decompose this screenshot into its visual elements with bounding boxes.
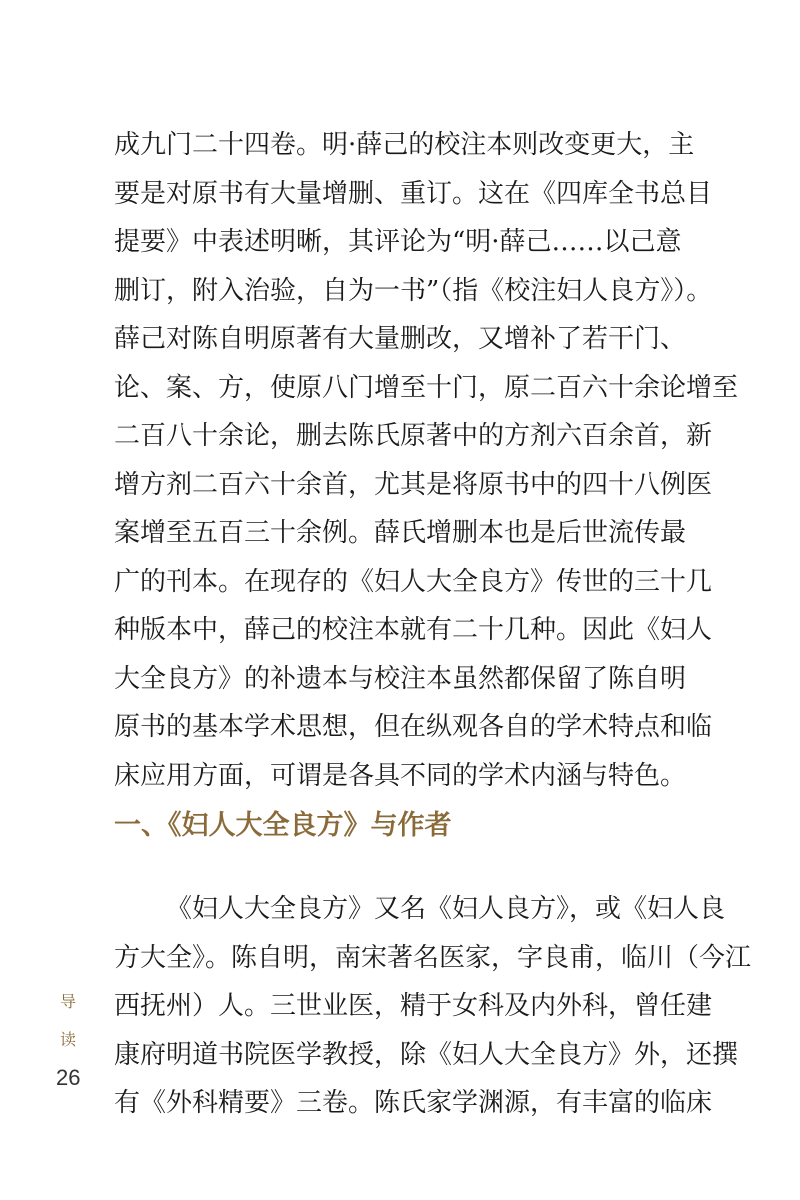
paragraph-author [114, 885, 752, 1128]
text-line: 成九门二十四卷。明·薛己的校注本则改变更大，主 [114, 130, 695, 160]
text-line: 增方剂二百六十余首，尤其是将原书中的四十八例医 [114, 469, 713, 500]
text-line: 案增至五百三十余例。薛氏增删本也是后世流传最 [114, 518, 687, 548]
paragraph-continued [114, 121, 739, 800]
text-line: 方大全》。陈自明，南宋著名医家，字良甫，临川（今江 [114, 942, 752, 973]
text-line: 原书的基本学术思想，但在纵观各自的学术特点和临 [114, 712, 713, 742]
text-line: 薛己对陈自明原著有大量删改，又增补了若干门、 [114, 324, 687, 354]
text-line: 有《外科精要》三卷。陈氏家学渊源，有丰富的临床 [114, 1088, 713, 1118]
page-number: 26 [56, 1065, 81, 1090]
text-line: 要是对原书有大量增删、重订。这在《四库全书总目 [114, 178, 713, 209]
text-line: 删订，附入治验，自为一书”（指《校注妇人良方》）。 [114, 275, 713, 306]
text-line: 大全良方》的补遗本与校注本虽然都保留了陈自明 [114, 663, 687, 694]
margin-section-label: 读 [60, 1030, 77, 1049]
text-line: 提要》中表述明晰，其评论为“明·薛己……以己意 [114, 227, 682, 257]
text-line: 《妇人大全良方》又名《妇人良方》，或《妇人良 [166, 894, 726, 924]
margin-section-label: 导 [60, 992, 77, 1011]
text-line: 床应用方面，可谓是各具不同的学术内涵与特色。 [114, 760, 687, 791]
text-line: 广的刊本。在现存的《妇人大全良方》传世的三十几 [114, 566, 713, 597]
text-line: 康府明道书院医学教授，除《妇人大全良方》外，还撰 [114, 1039, 739, 1070]
text-line: 西抚州）人。三世业医，精于女科及内外科，曾任建 [114, 991, 713, 1021]
text-line: 种版本中，薛己的校注本就有二十几种。因此《妇人 [114, 615, 713, 645]
text-line: 二百八十余论，删去陈氏原著中的方剂六百余首，新 [114, 421, 713, 451]
section-heading: 一、《妇人大全良方》与作者 [114, 810, 452, 841]
text-line: 论、案、方，使原八门增至十门，原二百六十余论增至 [114, 372, 739, 403]
